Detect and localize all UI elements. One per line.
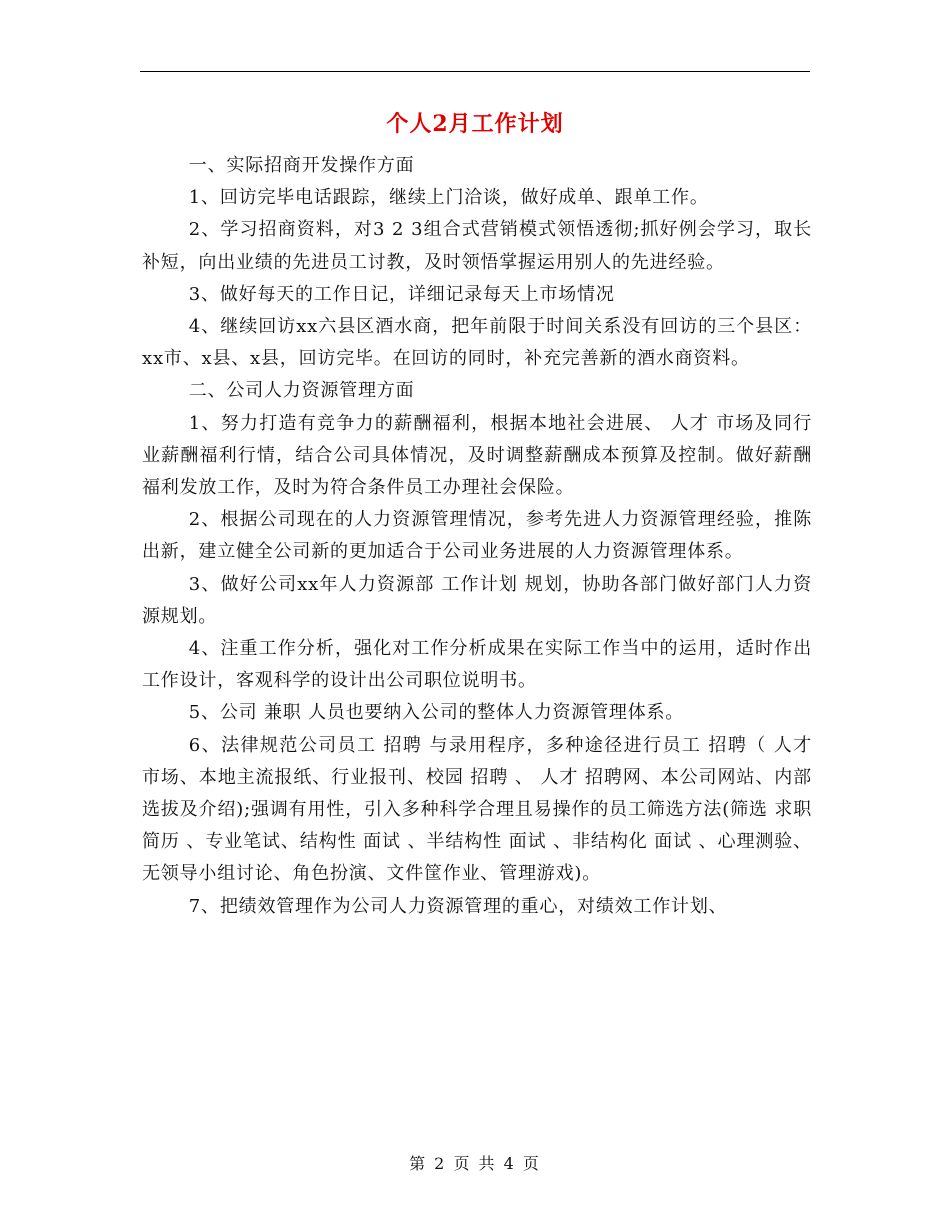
paragraph: 5、公司 兼职 人员也要纳入公司的整体人力资源管理体系。 xyxy=(188,702,685,724)
paragraph: 3、做好每天的工作日记，详细记录每天上市场情况 xyxy=(188,283,615,305)
document-title: 个人2月工作计划 xyxy=(386,111,564,137)
paragraph: 1、回访完毕电话跟踪，继续上门洽谈，做好成单、跟单工作。 xyxy=(188,187,709,209)
paragraph: 2、学习招商资料，对3 2 3组合式营销模式领悟透彻;抓好例会学习，取长补短，向出业绩的先进员工讨教，及时领悟掌握运用别人的先进经验。 xyxy=(142,219,812,273)
paragraph: 7、把绩效管理作为公司人力资源管理的重心，对绩效工作计划、 xyxy=(188,895,728,917)
paragraph: 4、继续回访xx六县区酒水商，把年前限于时间关系没有回访的三个县区：xx市、x县、x县，回访完毕。在回访的同时，补充完善新的酒水商资料。 xyxy=(142,316,812,370)
paragraph: 4、注重工作分析，强化对工作分析成果在实际工作当中的运用，适时作出工作设计，客观科学的设计出公司职位说明书。 xyxy=(142,638,812,692)
document-body xyxy=(142,150,812,923)
section-heading-2: 二、公司人力资源管理方面 xyxy=(188,380,415,402)
page-number-footer: 第 2 页 共 4 页 xyxy=(409,1154,541,1173)
header-rule xyxy=(140,71,810,72)
section-heading-1: 一、实际招商开发操作方面 xyxy=(188,155,415,176)
paragraph: 1、努力打造有竞争力的薪酬福利，根据本地社会进展、 人才 市场及同行业薪酬福利行情，结合公司具体情况，及时调整薪酬成本预算及控制。做好薪酬福利发放工作，及时为符合条件员工办理社会保险。 xyxy=(142,412,812,499)
paragraph: 2、根据公司现在的人力资源管理情况，参考先进人力资源管理经验，推陈出新，建立健全公司新的更加适合于公司业务进展的人力资源管理体系。 xyxy=(142,509,812,563)
paragraph: 3、做好公司xx年人力资源部 工作计划 规划，协助各部门做好部门人力资源规划。 xyxy=(142,573,812,627)
paragraph: 6、法律规范公司员工 招聘 与录用程序，多种途径进行员工 招聘（ 人才 市场、本地主流报纸、行业报刊、校园 招聘 、 人才 招聘网、本公司网站、内部选拔及介绍);强调有用性，引入多种科学合理且易操作的员工筛选方法(筛选 求职 简历 、专业笔试、结构性 面试 、半结构性 面试 、非结构化 面试 、心理测验、无领导小组讨论、角色扮演、文件筐作业、管理游戏)。 xyxy=(142,734,812,885)
